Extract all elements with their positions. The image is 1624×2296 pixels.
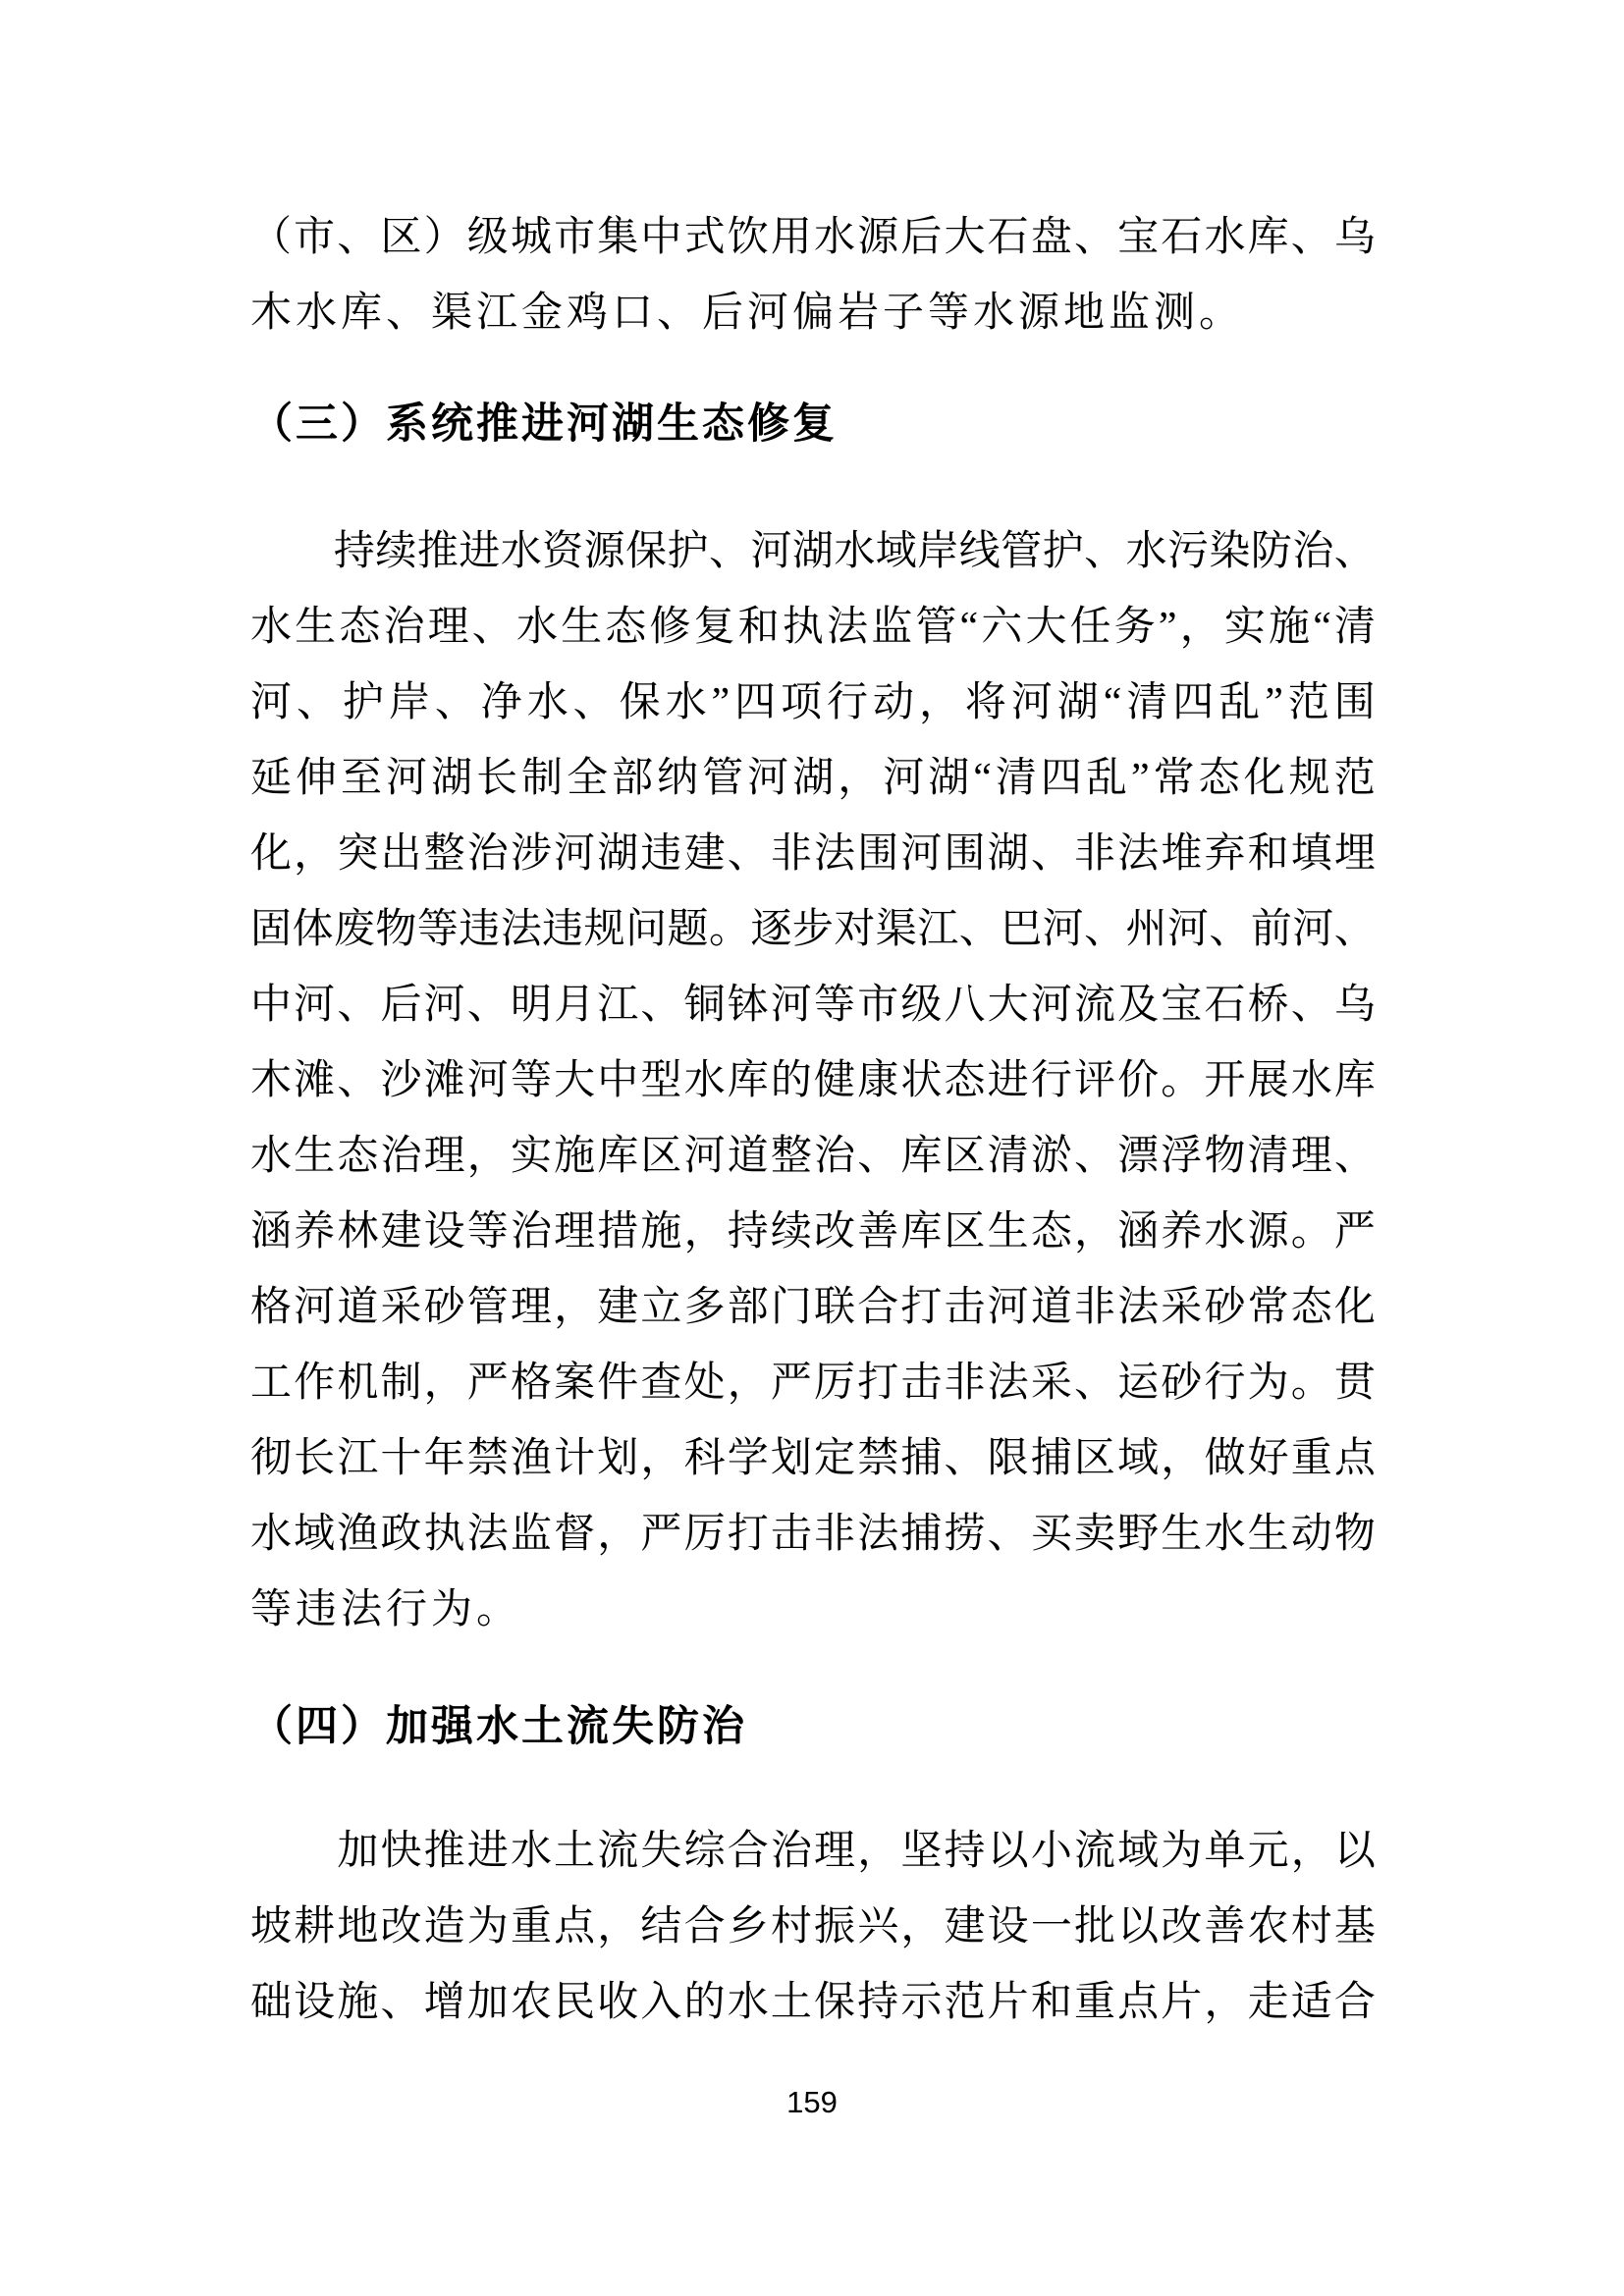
text-line: 化 ， 突 出 整 治 涉 河 湖 违 建 、 非 法 围 河 围 湖 、 非 法 堆 弃 和 填 埋 xyxy=(250,831,1376,877)
text-line: 水 生 态 治 理 ， 实 施 库 区 河 道 整 治 、 库 区 清 淤 、 漂 浮 物 清 理 、 xyxy=(250,1134,1376,1179)
section-heading-4: （四）加强水土流失防治 xyxy=(250,1704,747,1750)
section-heading-3: （三）系统推进河湖生态修复 xyxy=(250,401,838,448)
text-line: 涵 养 林 建 设 等 治 理 措 施 ， 持 续 改 善 库 区 生 态 ， 涵 养 水 源 。 严 xyxy=(250,1209,1376,1255)
text-line: 水 域 渔 政 执 法 监 督 ， 严 厉 打 击 非 法 捕 捞 、 买 卖 野 生 水 生 动 物 xyxy=(250,1512,1376,1557)
paragraph-section-3 xyxy=(250,514,1376,1648)
text-line: 木 滩 、 沙 滩 河 等 大 中 型 水 库 的 健 康 状 态 进 行 评 价 。 开 展 水 库 xyxy=(250,1058,1376,1103)
paragraph-section-4 xyxy=(250,1814,1376,2041)
text-line: 格 河 道 采 砂 管 理 ， 建 立 多 部 门 联 合 打 击 河 道 非 法 采 砂 常 态 化 xyxy=(250,1285,1376,1330)
page-number: 159 xyxy=(786,2085,838,2119)
text-line: 水 生 态 治 理 、 水 生 态 修 复 和 执 法 监 管 “ 六 大 任 务 ” ， 实 施 “ 清 xyxy=(250,605,1376,650)
text-line: 彻 长 江 十 年 禁 渔 计 划 ， 科 学 划 定 禁 捕 、 限 捕 区 域 ， 做 好 重 点 xyxy=(250,1436,1376,1481)
text-line: 加 快 推 进 水 土 流 失 综 合 治 理 ， 坚 持 以 小 流 域 为 单 元 ， 以 xyxy=(337,1829,1376,1874)
text-line: （ 市 、 区 ） 级 城 市 集 中 式 饮 用 水 源 后 大 石 盘 、 宝 石 水 库 、 乌 xyxy=(250,215,1376,260)
text-line: 中 河 、 后 河 、 明 月 江 、 铜 钵 河 等 市 级 八 大 河 流 及 宝 石 桥 、 乌 xyxy=(250,983,1376,1028)
text-line: 持 续 推 进 水 资 源 保 护 、 河 湖 水 域 岸 线 管 护 、 水 污 染 防 治 、 xyxy=(333,529,1376,574)
text-line: 础 设 施 、 增 加 农 民 收 入 的 水 土 保 持 示 范 片 和 重 点 片 ， 走 适 合 xyxy=(250,1980,1376,2025)
text-line: 延 伸 至 河 湖 长 制 全 部 纳 管 河 湖 ， 河 湖 “ 清 四 乱 ” 常 态 化 规 范 xyxy=(250,756,1376,801)
text-line: 坡 耕 地 改 造 为 重 点 ， 结 合 乡 村 振 兴 ， 建 设 一 批 以 改 善 农 村 基 xyxy=(250,1904,1376,1949)
text-line: 木水库、渠江金鸡口、后河偏岩子等水源地监测。 xyxy=(250,291,1245,336)
text-line: 工 作 机 制 ， 严 格 案 件 查 处 ， 严 厉 打 击 非 法 采 、 运 砂 行 为 。 贯 xyxy=(250,1361,1376,1406)
text-line: 固 体 废 物 等 违 法 违 规 问 题 。 逐 步 对 渠 江 、 巴 河 、 州 河 、 前 河 、 xyxy=(250,907,1376,952)
text-line: 等违法行为。 xyxy=(250,1587,522,1632)
text-line: 河 、 护 岸 、 净 水 、 保 水 ” 四 项 行 动 ， 将 河 湖 “ 清 四 乱 ” 范 围 xyxy=(250,680,1376,725)
paragraph-continuation xyxy=(250,200,1376,351)
